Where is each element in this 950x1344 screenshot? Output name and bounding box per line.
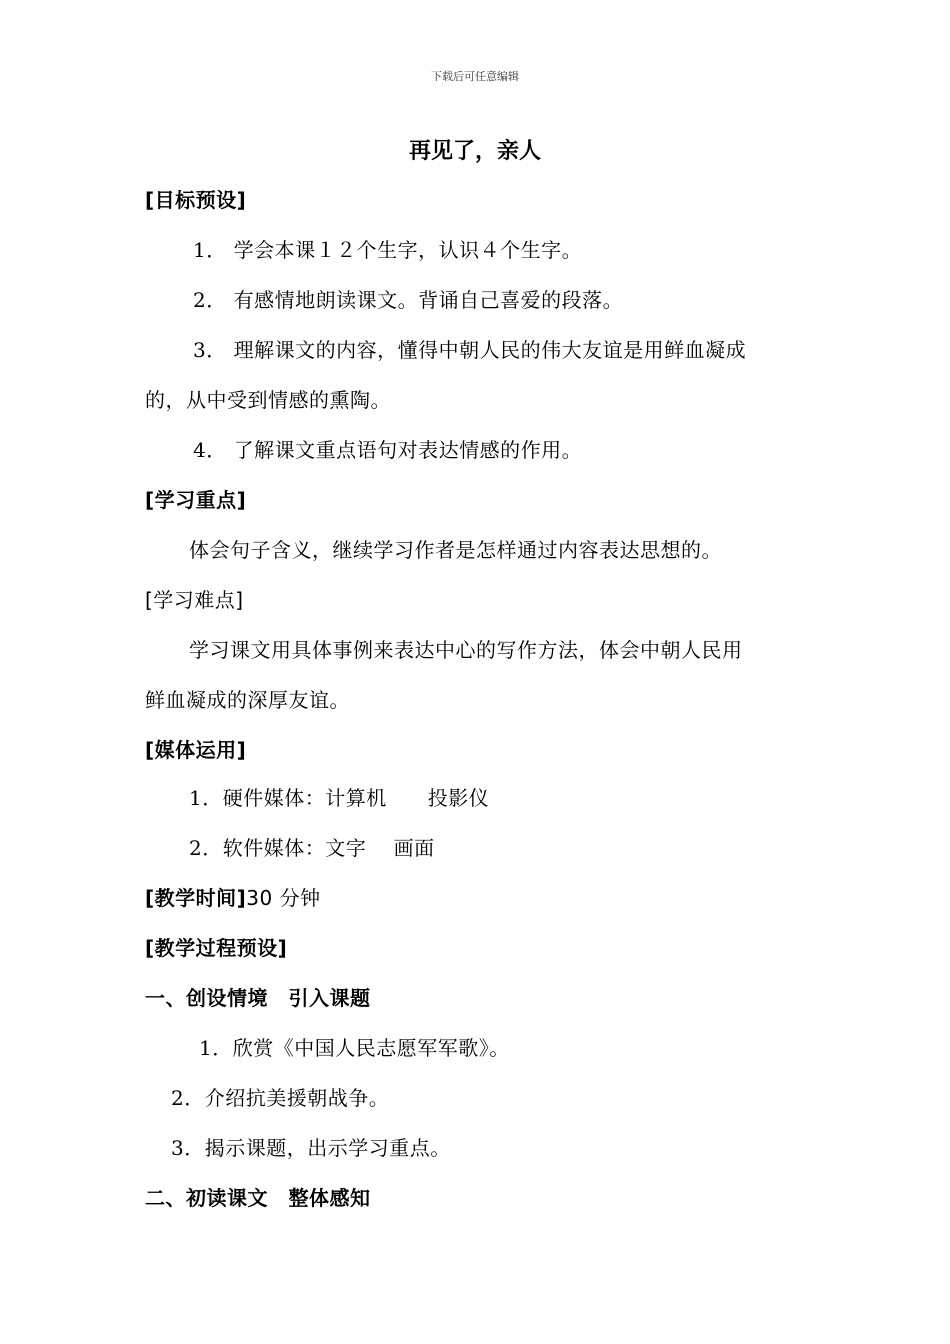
section1-item-3: 3．揭示课题，出示学习重点。 <box>171 1136 451 1160</box>
difficulty-text-line1: 学习课文用具体事例来表达中心的写作方法，体会中朝人民用 <box>189 638 743 662</box>
goal-item-4: 4． 了解课文重点语句对表达情感的作用。 <box>193 438 583 462</box>
focus-text: 体会句子含义，继续学习作者是怎样通过内容表达思想的。 <box>189 538 722 562</box>
media-item-1: 1．硬件媒体：计算机 投影仪 <box>189 786 490 810</box>
page-header: 下载后可任意编辑 <box>431 70 519 83</box>
section1-heading: 一、创设情境 引入课题 <box>145 986 371 1010</box>
time-row <box>145 882 321 914</box>
time-value: 30 分钟 <box>246 886 321 910</box>
goals-heading: [目标预设] <box>145 188 247 212</box>
focus-heading: [学习重点] <box>145 488 247 512</box>
goal-item-3-continued: 的，从中受到情感的熏陶。 <box>145 388 391 412</box>
goal-item-2: 2． 有感情地朗读课文。背诵自己喜爱的段落。 <box>193 288 624 312</box>
difficulty-text-line2: 鲜血凝成的深厚友谊。 <box>145 688 350 712</box>
time-heading: [教学时间] <box>145 886 247 910</box>
media-item-2: 2．软件媒体：文字 画面 <box>189 836 435 860</box>
section1-item-2: 2．介绍抗美援朝战争。 <box>171 1086 390 1110</box>
section2-heading: 二、初读课文 整体感知 <box>145 1186 371 1210</box>
difficulty-heading: [学习难点] <box>145 588 244 612</box>
media-heading: [媒体运用] <box>145 738 247 762</box>
process-heading: [教学过程预设] <box>145 936 288 960</box>
goal-item-1: 1． 学会本课１２个生字，认识４个生字。 <box>193 238 583 262</box>
page-title: 再见了，亲人 <box>408 139 541 164</box>
section1-item-1: 1．欣赏《中国人民志愿军军歌》。 <box>199 1036 510 1060</box>
goal-item-3: 3． 理解课文的内容，懂得中朝人民的伟大友谊是用鲜血凝成 <box>193 338 747 362</box>
